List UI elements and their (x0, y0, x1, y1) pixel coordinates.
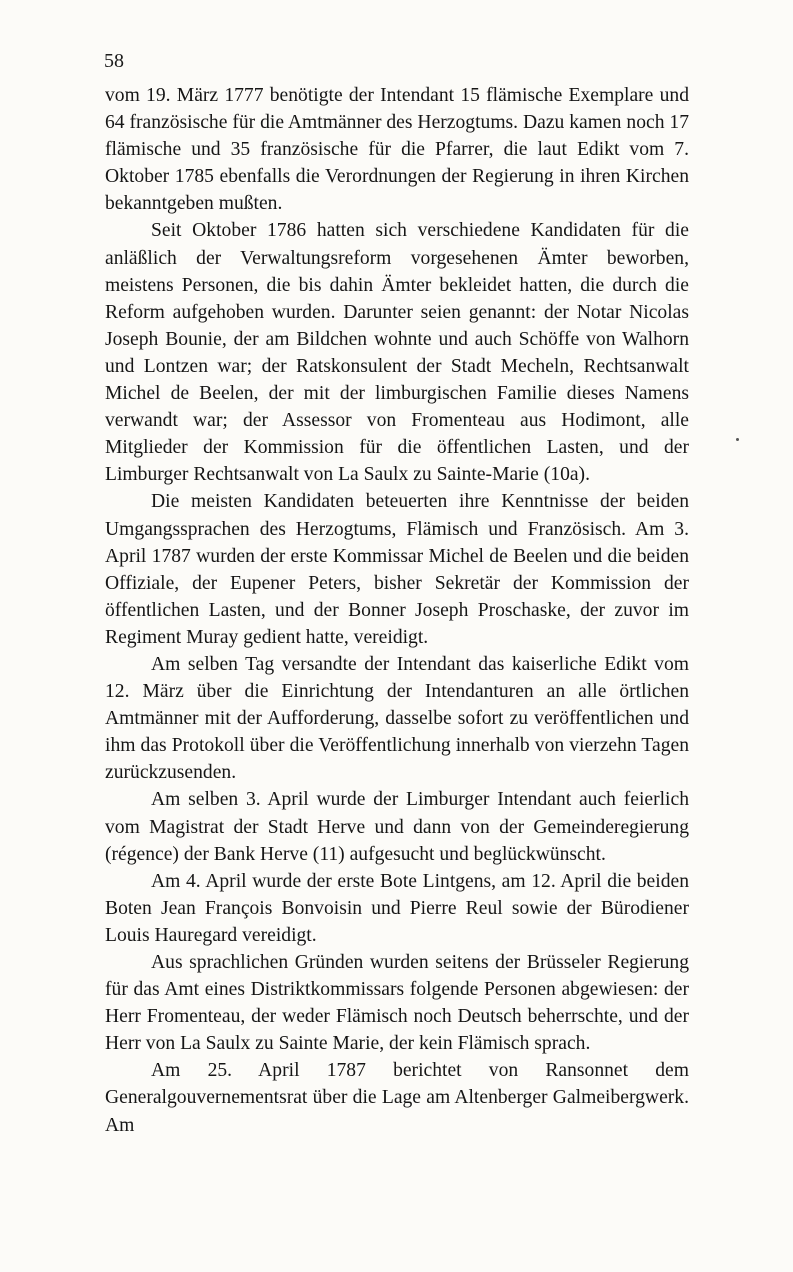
margin-mark (736, 438, 739, 441)
paragraph: Am 25. April 1787 berichtet von Ransonnet dem Generalgouvernementsrat über die Lage am Altenberger Galmeibergwerk. Am (105, 1060, 689, 1136)
paragraph: Die meisten Kandidaten beteuerten ihre Kenntnisse der beiden Umgangssprachen des Herzogtums, Flämisch und Französisch. Am 3. April 1787 wurden der erste Kommissar Michel de Beelen und die beiden Offiziale, der Eupener Peters, bisher Sekretär der Kommission der öffentlichen Lasten, und der Bonner Joseph Proschaske, der zuvor im Regiment Muray gedient hatte, vereidigt. (105, 491, 689, 648)
paragraph: Am 4. April wurde der erste Bote Lintgens, am 12. April die beiden Boten Jean François Bonvoisin und Pierre Reul sowie der Bürodiener Louis Hauregard vereidigt. (105, 870, 689, 946)
paragraph: vom 19. März 1777 benötigte der Intendant 15 flämische Exemplare und 64 französische für die Amtmänner des Herzogtums. Dazu kamen noch 17 flämische und 35 französische für die Pfarrer, die laut Edikt vom 7. Oktober 1785 ebenfalls die Verordnungen der Regierung in ihren Kirchen bekanntgeben mußten. (105, 85, 689, 215)
page-number: 58 (104, 50, 124, 72)
paragraph: Am selben Tag versandte der Intendant das kaiserliche Edikt vom 12. März über die Einrichtung der Intendanturen an alle örtlichen Amtmänner mit der Aufforderung, dasselbe sofort zu veröffentlichen und ihm das Protokoll über die Veröffentlichung innerhalb von vierzehn Tagen zurückzusenden. (105, 653, 689, 784)
paragraph: Am selben 3. April wurde der Limburger Intendant auch feierlich vom Magistrat der Stadt Herve und dann von der Gemeinderegierung (régence) der Bank Herve (11) aufgesucht und beglückwünscht. (105, 789, 689, 865)
body-text (105, 82, 689, 1139)
paragraph: Aus sprachlichen Gründen wurden seitens der Brüsseler Regierung für das Amt eines Distriktkommissars folgende Personen abgewiesen: der Herr Fromenteau, der weder Flämisch noch Deutsch beherrschte, und der Herr von La Saulx zu Sainte Marie, der kein Flämisch sprach. (105, 952, 689, 1055)
paragraph: Seit Oktober 1786 hatten sich verschiedene Kandidaten für die anläßlich der Verwaltungsreform vorgesehenen Ämter beworben, meistens Personen, die bis dahin Ämter bekleidet hatten, die durch die Reform aufgehoben wurden. Darunter seien genannt: der Notar Nicolas Joseph Bounie, der am Bildchen wohnte und auch Schöffe von Walhorn und Lontzen war; der Ratskonsulent der Stadt Mecheln, Rechtsanwalt Michel de Beelen, der mit der limburgischen Familie dieses Namens verwandt war; der Assessor von Fromenteau aus Hodimont, alle Mitglieder der Kommission für die öffentlichen Lasten, und der Limburger Rechtsanwalt von La Saulx zu Sainte-Marie (10a). (105, 220, 689, 486)
